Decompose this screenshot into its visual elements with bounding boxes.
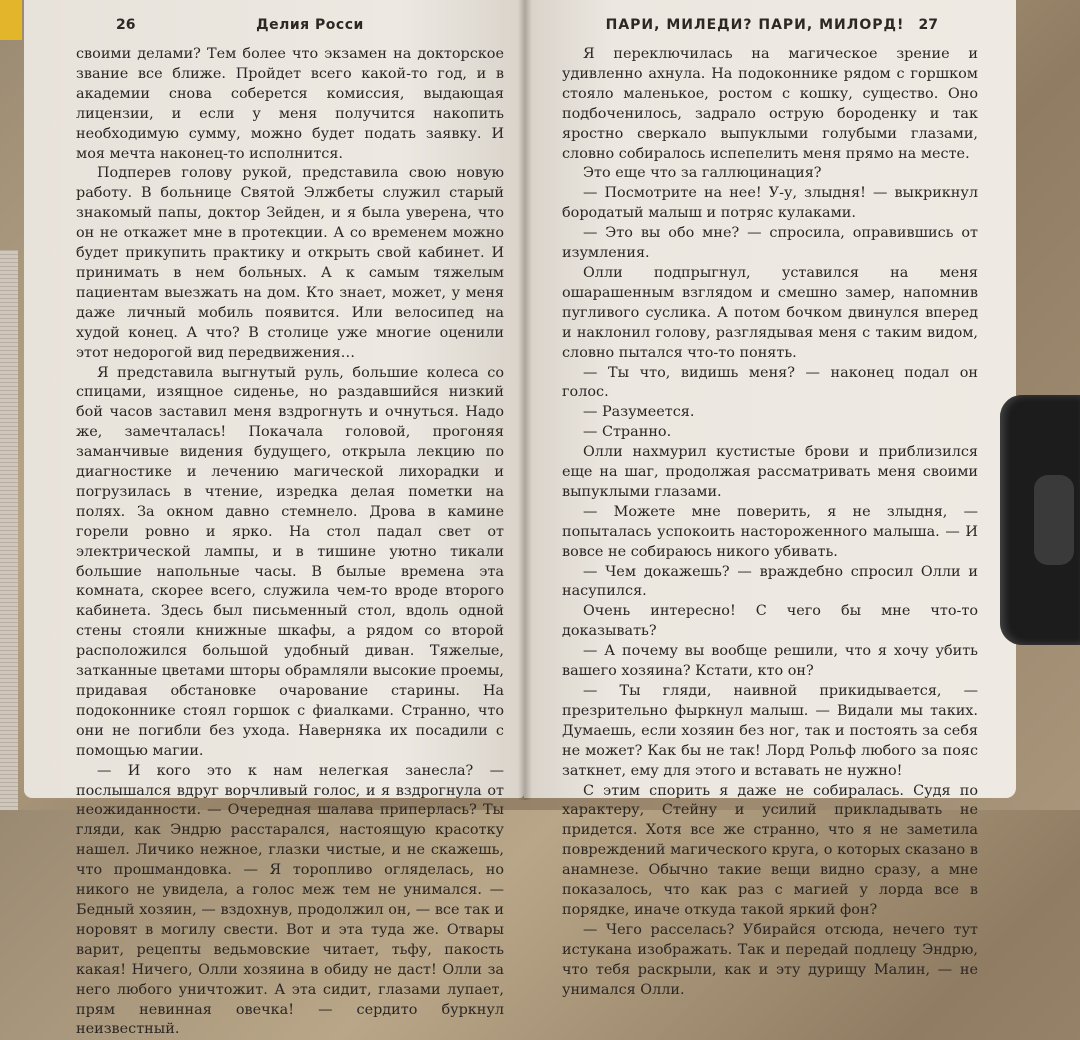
right-page-header xyxy=(562,13,978,41)
paragraph: Олли подпрыгнул, уставился на меня ошарашенным взглядом и смешно замер, напомнив пугливого суслика. А потом бочком двинулся вперед и наклонил голову, разглядывая меня с таким видом, словно пытался что-то понять. xyxy=(562,264,978,361)
left-page-number: 26 xyxy=(116,17,136,33)
paragraph: — Странно. xyxy=(583,424,672,441)
paragraph: своими делами? Тем более что экзамен на докторское звание все ближе. Пройдет всего какой-то год, и в академии снова соберется комиссия, выдающая лицензии, и если у меня получится накопить необходимую сумму, можно будет подать заявку. И моя мечта наконец-то исполнится. xyxy=(76,46,504,162)
paragraph: — Ты гляди, наивной прикидывается, — презрительно фыркнул малыш. — Видали мы таких. Думаешь, если хозяин без ног, так и постоять за себя не может? Как бы не так! Лорд Рольф любого за пояс заткнет, ему для этого и вставать не нужно! xyxy=(562,683,978,779)
paragraph: — Посмотрите на нее! У-у, злыдня! — выкрикнул бородатый малыш и потряс кулаками. xyxy=(562,185,978,222)
right-running-head: ПАРИ, МИЛЕДИ? ПАРИ, МИЛОРД! xyxy=(605,17,905,33)
right-page xyxy=(524,0,1016,998)
paragraph: С этим спорить я даже не собиралась. Судя по характеру, Стейну и усилий прикладывать не придется. Хотя все же странно, что я не заметила повреждений магического круга, о которых сказано в анамнезе. Обычно такие вещи видно сразу, а мне показалось, что как раз с магией у лорда все в порядке, иначе откуда такой яркий фон? xyxy=(562,782,978,918)
paragraph: — Это вы обо мне? — спросила, оправившись от изумления. xyxy=(562,225,978,262)
left-running-head: Делия Росси xyxy=(256,17,364,33)
paragraph: Олли нахмурил кустистые брови и приблизился еще на шаг, продолжая рассматривать меня своими выпуклыми глазами. xyxy=(562,444,978,500)
paragraph: Это еще что за галлюцинация? xyxy=(583,165,822,182)
book-gutter xyxy=(518,0,532,800)
paragraph: — Можете мне поверить, я не злыдня, — попыталась успокоить настороженного малыша. — И вовсе не собираюсь никого убивать. xyxy=(562,503,978,560)
paragraph: Очень интересно! С чего бы мне что-то доказывать? xyxy=(562,603,978,640)
page-edges-left xyxy=(0,250,18,810)
paragraph: Я представила выгнутый руль, большие колеса со спицами, изящное сиденье, но раздавшийся низкий бой часов заставил меня вздрогнуть и очнуться. Надо же, замечталась! Покачала головой, прогоняя заманчивые видения будущего, открыла лекцию по диагностике и лечению магической лихорадки и погрузилась в чтение, изредка делая пометки на полях. За окном давно стемнело. Дрова в камине горели ровно и ярко. На стол падал свет от электрической лампы, и в тишине уютно тикали большие напольные часы. В былые времена эта комната, скорее всего, служила чем-то вроде второго кабинета. Здесь был письменный стол, вдоль одной стены стояли книжные шкафы, а рядом со второй расположился большой удобный диван. Тяжелые, затканные цветами шторы обрамляли высокие проемы, придавая обстановке очарование старины. На подоконнике стоял горшок с фиалками. Странно, что они не погибли без ухода. Наверняка их посадили с помощью магии. xyxy=(76,364,504,759)
paragraph: — Ты что, видишь меня? — наконец подал он голос. xyxy=(562,364,978,401)
right-page-number: 27 xyxy=(918,17,938,33)
left-page-text xyxy=(76,45,504,1040)
black-clip-opening xyxy=(1034,475,1074,565)
paragraph: — Чего расселась? Убирайся отсюда, нечего тут истукана изображать. Так и передай подлецу Эндрю, что тебя раскрыли, как и эту дурищу Малин, — не унимался Олли. xyxy=(562,921,978,998)
left-page-header xyxy=(76,13,504,41)
left-page xyxy=(24,0,524,1038)
paragraph: — Чем докажешь? — враждебно спросил Олли и насупился. xyxy=(562,563,978,600)
paragraph: — Разумеется. xyxy=(583,404,695,421)
yellow-object xyxy=(0,0,22,40)
paragraph: — И кого это к нам нелегкая занесла? — послышался вдруг ворчливый голос, и я вздрогнула от неожиданности. — Очередная шалава приперлась? Ты гляди, как Эндрю расстарался, настоящую красотку нашел. Личико нежное, глазки чистые, и не скажешь, что прошмандовка. — Я торопливо огляделась, но никого не увидела, а голос меж тем не унимался. — Бедный хозяин, — вздохнув, продолжил он, — все так и норовят в могилу свести. Вот и эта туда же. Отвары варит, рецепты ведьмовские читает, тьфу, пакость какая! Ничего, Олли хозяина в обиду не даст! Олли за него любого уничтожит. А эта сидит, глазами лупает, прям невинная овечка! — сердито буркнул неизвестный. xyxy=(76,762,504,1038)
paragraph: Подперев голову рукой, представила свою новую работу. В больнице Святой Элжбеты служил старый знакомый папы, доктор Зейден, и я была уверена, что он не откажет мне в протекции. А со временем можно будет прикупить практику и открыть свой кабинет. И принимать в нем больных. А к самым тяжелым пациентам выезжать на дом. Кто знает, может, у меня даже личный мобиль появится. Или велосипед на худой конец. А что? В столице уже многие оценили этот недорогой вид передвижения… xyxy=(76,165,504,361)
right-page-text xyxy=(562,45,978,1001)
paragraph: — А почему вы вообще решили, что я хочу убить вашего хозяина? Кстати, кто он? xyxy=(562,643,978,680)
paragraph: Я переключилась на магическое зрение и удивленно ахнула. На подоконнике рядом с горшком стояло маленькое, ростом с кошку, существо. Оно подбоченилось, задрало острую бороденку и так яростно сверкало выпуклыми голубыми глазами, словно собиралось испепелить меня прямо на месте. xyxy=(562,46,978,162)
